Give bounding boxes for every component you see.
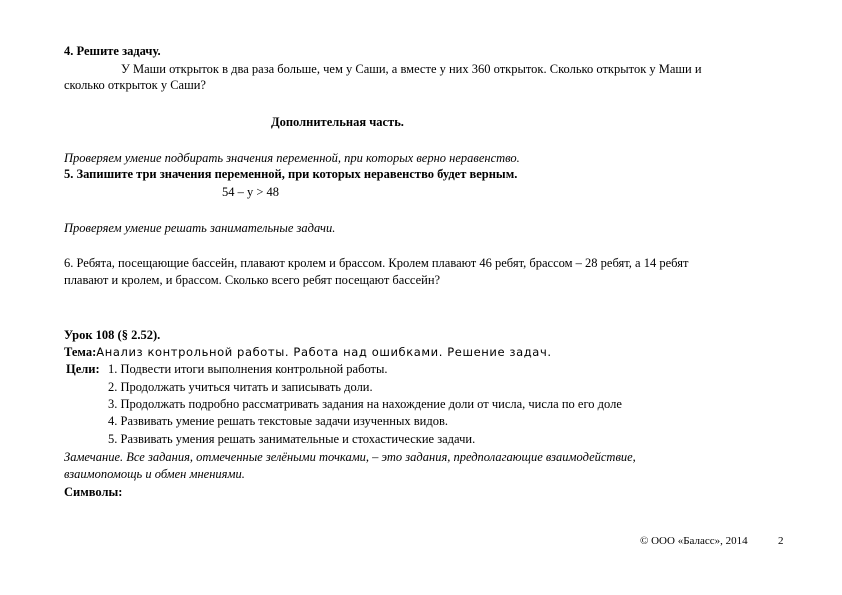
topic-text: Анализ контрольной работы. Работа над ошибками. Решение задач. <box>96 345 552 359</box>
note-line1: Замечание. Все задания, отмеченные зелёными точками, – это задания, предполагающие взаимодействие, <box>64 450 636 464</box>
footer-copyright: © ООО «Баласс», 2014 <box>640 535 748 547</box>
topic-label: Тема: <box>64 345 97 359</box>
task4-text-line1: У Маши открыток в два раза больше, чем у Саши, а вместе у них 360 открыток. Сколько открыток у Маши и <box>121 62 702 76</box>
symbols-label: Символы: <box>64 485 123 499</box>
note-line2: взаимопомощь и обмен мнениями. <box>64 467 245 481</box>
goal-item-5: 5. Развивать умения решать занимательные и стохастические задачи. <box>108 432 476 446</box>
task6-skill: Проверяем умение решать занимательные задачи. <box>64 221 336 235</box>
task5-skill: Проверяем умение подбирать значения переменной, при которых верно неравенство. <box>64 151 520 165</box>
task5-heading: 5. Запишите три значения переменной, при которых неравенство будет верным. <box>64 167 518 181</box>
goal-item-4: 4. Развивать умение решать текстовые задачи изученных видов. <box>108 414 448 428</box>
extra-part-title: Дополнительная часть. <box>271 115 404 129</box>
task5-inequality: 54 – у > 48 <box>222 185 280 199</box>
goal-item-1: 1. Подвести итоги выполнения контрольной работы. <box>108 362 388 376</box>
goal-item-3: 3. Продолжать подробно рассматривать задания на нахождение доли от числа, числа по его доле <box>108 397 622 411</box>
page-number: 2 <box>778 535 784 547</box>
goal-item-2: 2. Продолжать учиться читать и записывать доли. <box>108 380 373 394</box>
task4-text-line2: сколько открыток у Саши? <box>64 78 206 92</box>
goals-label: Цели: <box>66 362 100 376</box>
task6-text-line1: 6. Ребята, посещающие бассейн, плавают кролем и брассом. Кролем плавают 46 ребят, брассом – 28 ребят, а 14 ребят <box>64 256 689 270</box>
task4-heading: 4. Решите задачу. <box>64 44 161 58</box>
task6-text-line2: плавают и кролем, и брассом. Сколько всего ребят посещают бассейн? <box>64 273 441 287</box>
lesson-title: Урок 108 (§ 2.52). <box>64 328 161 342</box>
lesson-topic <box>64 345 552 360</box>
